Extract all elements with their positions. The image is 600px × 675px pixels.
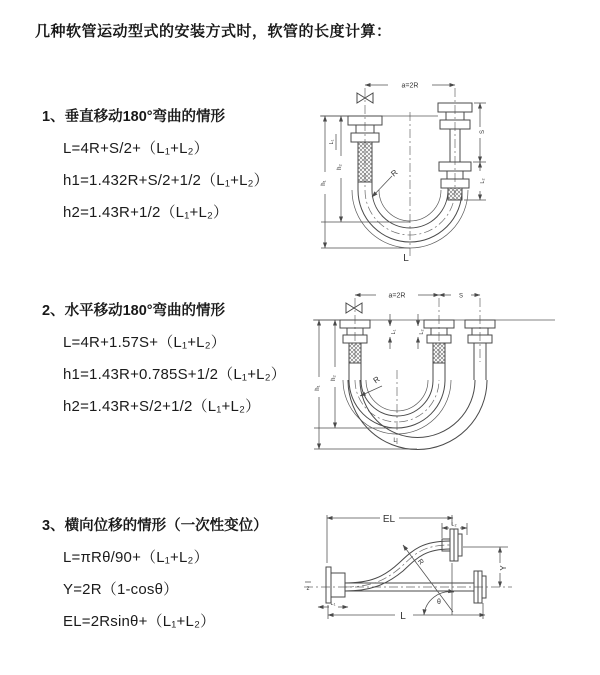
flange — [326, 567, 331, 603]
dim-label-l1: L₁ — [391, 329, 397, 335]
formula: h2=1.43R+1/2（L₁+L₂） — [63, 204, 229, 221]
dim-label-a2r: a=2R — [401, 82, 419, 90]
dim-label-a2r: a=2R — [388, 292, 406, 300]
formula-list — [63, 331, 317, 415]
braided-hose — [433, 343, 445, 363]
formula: L=4R+S/2+（L₁+L₂） — [63, 140, 209, 157]
dimension-labels — [307, 514, 509, 622]
dim-label-l2: L₂ — [451, 522, 457, 528]
dim-label-h2: h₂ — [331, 375, 337, 381]
dimension-labels — [321, 83, 486, 265]
radius-label: R — [371, 374, 382, 386]
angle-label: θ — [437, 599, 441, 606]
page-title: 几种软管运动型式的安装方式时，软管的长度计算： — [35, 23, 392, 40]
formula: EL=2Rsinθ+（L₁+L₂） — [63, 613, 216, 630]
dim-label-h1: h₁ — [321, 180, 327, 186]
formula-list — [63, 546, 317, 630]
dimension-lines — [321, 82, 486, 248]
valve-icon — [365, 93, 373, 103]
section-2 — [42, 299, 317, 415]
hose-assembly — [313, 303, 555, 450]
braided-hose — [358, 142, 372, 182]
length-label: L — [403, 253, 409, 264]
hose-assembly — [326, 529, 486, 603]
dim-label-y: Y — [499, 565, 508, 571]
dim-label-h2: h₂ — [337, 164, 343, 170]
radius-label: R — [389, 167, 400, 179]
diagram-lateral-displacement — [300, 505, 600, 675]
radius-label: R — [415, 558, 425, 567]
formula: h1=1.43R+0.785S+1/2（L₁+L₂） — [63, 366, 286, 383]
dim-label-el: EL — [382, 514, 396, 525]
dim-label-l1: L₁ — [329, 139, 335, 145]
section-heading: 3、横向位移的情形（一次性变位） — [42, 518, 268, 534]
centerlines — [365, 88, 455, 256]
section-1 — [42, 105, 317, 221]
dim-label-l2: L₂ — [480, 178, 486, 184]
datum-mark: z — [306, 586, 310, 592]
valve-icon — [346, 303, 354, 313]
diagram-vertical-180-bend — [315, 72, 590, 267]
valve-icon — [357, 93, 365, 103]
hose-wall — [345, 541, 450, 583]
flange — [450, 529, 454, 561]
braided-hose — [448, 188, 462, 200]
dim-label-s: S — [458, 293, 464, 300]
dim-label-h1: h₁ — [315, 385, 321, 391]
diagram-horizontal-180-bend — [310, 282, 600, 462]
formula-list — [63, 137, 317, 221]
length-label: L — [400, 611, 406, 622]
braided-hose — [349, 343, 361, 363]
dim-label-l2: L₂ — [419, 329, 425, 335]
dim-label-l1: L₁ — [330, 601, 336, 607]
section-heading: 2、水平移动180°弯曲的情形 — [42, 303, 226, 319]
formula: L=πRθ/90+（L₁+L₂） — [63, 549, 209, 566]
section-heading: 1、垂直移动180°弯曲的情形 — [42, 109, 226, 125]
section-3 — [42, 514, 317, 630]
dim-label-s: S — [480, 129, 486, 135]
length-label: L — [393, 438, 397, 444]
formula: Y=2R（1-cosθ） — [63, 581, 179, 598]
formula: h1=1.432R+S/2+1/2（L₁+L₂） — [63, 172, 269, 189]
formula: h2=1.43R+S/2+1/2（L₁+L₂） — [63, 398, 261, 415]
formula: L=4R+1.57S+（L₁+L₂） — [63, 334, 226, 351]
